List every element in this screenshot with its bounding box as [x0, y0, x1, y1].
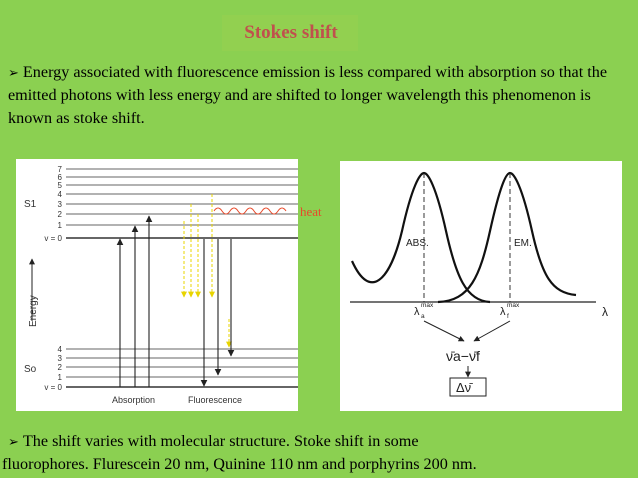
lambda-f-max [500, 302, 520, 320]
wavelength-axis-label: λ [602, 305, 608, 319]
paragraph-1 [8, 61, 632, 130]
svg-text:λ: λ [500, 306, 506, 318]
paragraph-2-line-1 [8, 430, 638, 453]
s0-level-label: 3 [57, 354, 62, 363]
svg-text:f: f [507, 313, 509, 320]
lambda-a-max [414, 302, 434, 320]
energy-axis-label: Energy [28, 295, 39, 327]
s0-level-label: 4 [57, 345, 62, 354]
s1-level-label: 6 [57, 173, 62, 182]
s0-levels [66, 349, 298, 387]
s0-level-label: 1 [57, 373, 62, 382]
svg-text:max: max [507, 302, 520, 309]
fluorescence-arrows [204, 239, 231, 386]
s1-level-label: 7 [57, 165, 62, 174]
svg-text:λ: λ [414, 306, 420, 318]
s0-level-label: v = 0 [44, 383, 62, 392]
heat-wave-icon [214, 208, 286, 214]
paragraph-1-text: Energy associated with fluorescence emission is less compared with absorption so that the emitted photons with less energy and are shifted to longer wavelength this phenomenon is known as stoke shift. [8, 63, 608, 127]
bullet-arrow-icon: ➢ [8, 434, 19, 449]
heat-label: heat [300, 204, 322, 219]
jablonski-svg [16, 159, 298, 411]
nu-difference: ν̄a−ν̄f [446, 348, 480, 364]
bullet-arrow-icon: ➢ [8, 65, 19, 80]
s1-level-label: 2 [57, 210, 62, 219]
absorption-label: Absorption [112, 395, 156, 405]
s1-level-label: 1 [57, 221, 62, 230]
s0-label: So [24, 364, 37, 375]
s1-level-labels [44, 165, 62, 243]
paragraph-2 [2, 430, 638, 476]
svg-text:max: max [421, 302, 434, 309]
jablonski-diagram [16, 159, 298, 411]
s1-level-label: 5 [57, 181, 62, 190]
delta-nu: Δν̄ [456, 380, 472, 395]
arrow-left-converge [424, 321, 464, 341]
svg-text:a: a [421, 313, 425, 320]
spectrum-svg [340, 161, 622, 411]
paragraph-2-text-1: The shift varies with molecular structure. Stoke shift in some [22, 432, 419, 450]
paragraph-2-text-2: fluorophores. Flurescein 20 nm, Quinine 110 nm and porphyrins 200 nm. [2, 455, 477, 473]
relaxation-arrows [184, 194, 229, 347]
s0-level-label: 2 [57, 363, 62, 372]
s0-level-labels [44, 345, 62, 392]
s1-level-label: v = 0 [44, 234, 62, 243]
em-label: EM. [514, 238, 532, 249]
slide-title: Stokes shift [244, 22, 338, 43]
emission-curve [438, 173, 576, 302]
absorption-arrows [120, 216, 149, 387]
arrow-right-converge [474, 321, 510, 341]
s1-label: S1 [24, 199, 37, 210]
s1-levels [66, 169, 298, 238]
s1-level-label: 3 [57, 200, 62, 209]
s1-level-label: 4 [57, 190, 62, 199]
stokes-spectrum-diagram [340, 161, 622, 411]
fluorescence-label: Fluorescence [188, 395, 243, 405]
abs-label: ABS. [406, 238, 429, 249]
